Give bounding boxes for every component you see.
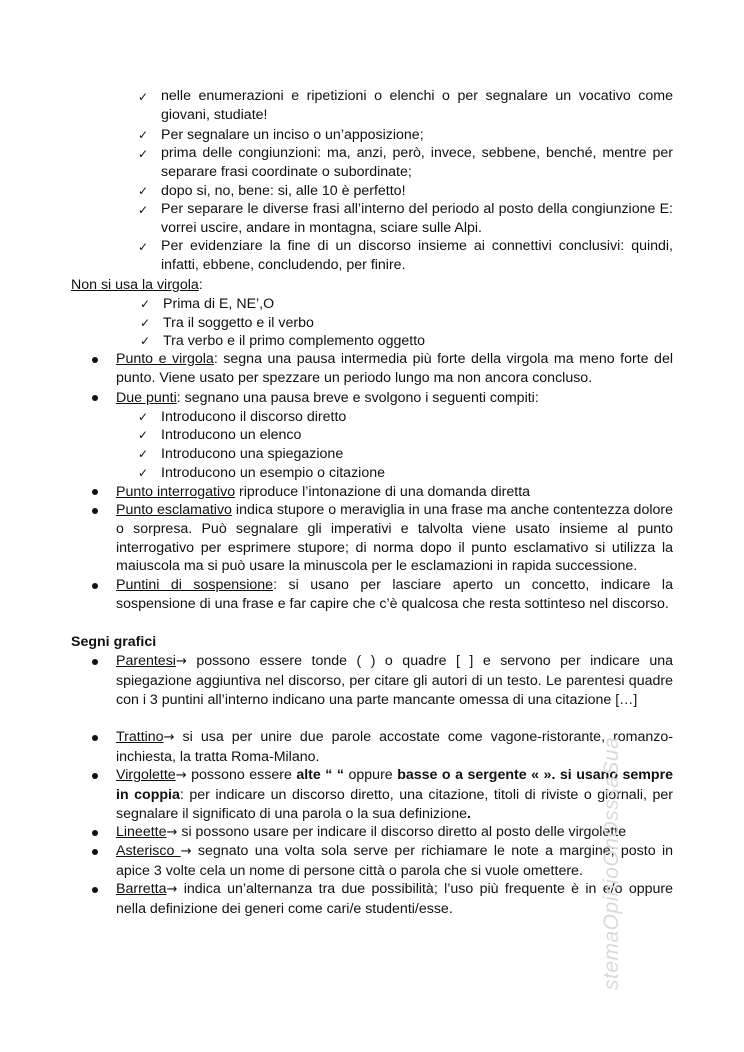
- definition: riproduce l’intonazione di una domanda diretta: [235, 484, 531, 500]
- list-item: Prima di E, NE’,O: [163, 296, 275, 312]
- list-item: Introducono il discorso diretto: [161, 409, 347, 425]
- definition: si usa per unire due parole accostate come vagone-ristorante, romanzo-inchiesta, la tratta Roma-Milano.: [116, 729, 673, 765]
- definition: : segna una pausa intermedia più forte della virgola ma meno forte del punto. Viene usato per spezzare un periodo lungo ma non ancora concluso.: [116, 351, 673, 386]
- check-icon: ✓: [138, 410, 149, 424]
- list-item: [116, 728, 673, 767]
- emphasis: alte “ “: [296, 767, 344, 783]
- check-icon: ✓: [140, 316, 151, 330]
- term: Virgolette: [116, 767, 176, 783]
- list-item: [116, 389, 539, 407]
- definition: indica un’alternanza tra due possibilità; l’uso più frequente è in e/o oppure nella definizione dei generi come cari/e studenti/esse.: [116, 881, 673, 917]
- definition: indica stupore o meraviglia in una frase ma anche contentezza dolore o sorpresa. Può segnalare gli imperativi e talvolta viene usato insieme al punto interrogativo per esprimere stupore; di norma dopo il punto esclamativo si utilizza la maiuscola ma si può usare la minuscola per le esclamazioni in rapida successione.: [116, 502, 673, 575]
- list-item: [116, 880, 673, 919]
- definition: : si usano per lasciare aperto un concetto, indicare la sospensione di una frase e far capire che c’è qualcosa che resta sottinteso nel discorso.: [116, 577, 673, 612]
- check-icon: ✓: [138, 466, 149, 480]
- emphasis: basse o a sergente « ». si usano sempre in coppia: [116, 767, 673, 803]
- bullet-icon: [92, 508, 98, 514]
- list-item: [116, 652, 673, 709]
- list-item: [116, 483, 530, 501]
- definition: possono essere: [186, 767, 297, 783]
- definition: si possono usare per indicare il discorso diretto al posto delle virgolette: [177, 824, 627, 840]
- bullet-icon: [92, 735, 98, 741]
- term: Lineette: [116, 824, 167, 840]
- heading-suffix: :: [198, 277, 203, 293]
- bullet-icon: [92, 395, 98, 401]
- section-heading: [71, 276, 203, 294]
- heading-text: Non si usa la virgola: [71, 277, 199, 293]
- check-icon: ✓: [138, 240, 149, 254]
- list-item: Tra il soggetto e il verbo: [163, 315, 314, 331]
- list-item: [116, 823, 626, 842]
- arrow-icon: →: [180, 844, 192, 859]
- arrow-icon: →: [163, 730, 175, 745]
- check-icon: ✓: [138, 428, 149, 442]
- term: Barretta: [116, 881, 167, 897]
- check-icon: ✓: [138, 203, 149, 217]
- check-icon: ✓: [138, 147, 149, 161]
- bullet-icon: [92, 773, 98, 779]
- term: Trattino: [116, 729, 164, 745]
- list-item: Per evidenziare la fine di un discorso insieme ai connettivi conclusivi: quindi, infatti, ebbene, concludendo, per finire.: [161, 238, 673, 273]
- definition: : segnano una pausa breve e svolgono i seguenti compiti:: [176, 390, 539, 406]
- term: Punto e virgola: [116, 351, 214, 367]
- arrow-icon: →: [166, 825, 178, 840]
- emphasis: .: [466, 805, 471, 822]
- definition: : per indicare un discorso diretto, una citazione, titoli di riviste o giornali, per segnalare il significato di una parola o la sua definizione: [116, 786, 673, 822]
- check-icon: ✓: [140, 297, 151, 311]
- list-item: dopo si, no, bene: si, alle 10 è perfetto!: [161, 183, 406, 199]
- term: Punto esclamativo: [116, 502, 232, 518]
- arrow-icon: →: [175, 654, 187, 669]
- list-item: Introducono una spiegazione: [161, 446, 344, 462]
- arrow-icon: →: [175, 768, 187, 783]
- list-item: [116, 501, 673, 576]
- definition: oppure: [344, 767, 398, 783]
- arrow-icon: →: [166, 882, 178, 897]
- check-icon: ✓: [140, 334, 151, 348]
- definition: possono essere tonde ( ) o quadre [ ] e servono per indicare una spiegazione aggiuntiva nel discorso, per citare gli autori di un testo. Le parentesi quadre con i 3 puntini all’interno indicano una parte mancante omessa di una citazione […]: [116, 653, 673, 708]
- list-item: Tra verbo e il primo complemento oggetto: [163, 333, 426, 349]
- check-icon: ✓: [138, 90, 149, 104]
- section-heading: Segni grafici: [71, 634, 157, 650]
- bullet-icon: [92, 583, 98, 589]
- bullet-icon: [92, 659, 98, 665]
- term: Parentesi: [116, 653, 176, 669]
- bullet-icon: [92, 489, 98, 495]
- watermark: stemaOpinioOnOsssaSua: [600, 736, 623, 990]
- list-item: nelle enumerazioni e ripetizioni o elenchi o per segnalare un vocativo come giovani, studiate!: [161, 88, 673, 123]
- list-item: prima delle congiunzioni: ma, anzi, però, invece, sebbene, benché, mentre per separare frasi coordinate o subordinate;: [161, 145, 673, 180]
- bullet-icon: [92, 849, 98, 855]
- definition: segnato una volta sola serve per richiamare le note a margine; posto in apice 3 volte cela un nome di persone città o parola che si vuole omettere.: [116, 843, 673, 879]
- check-icon: ✓: [138, 447, 149, 461]
- term: Puntini di sospensione: [116, 577, 274, 593]
- check-icon: ✓: [138, 128, 149, 142]
- bullet-icon: [92, 357, 98, 363]
- list-item: Introducono un esempio o citazione: [161, 465, 385, 481]
- list-item: Per segnalare un inciso o un’apposizione;: [161, 127, 424, 143]
- list-item: [116, 766, 673, 823]
- list-item: [116, 842, 673, 881]
- list-item: [116, 350, 673, 388]
- term: Due punti: [116, 390, 177, 406]
- list-item: Introducono un elenco: [161, 427, 302, 443]
- check-icon: ✓: [138, 184, 149, 198]
- bullet-icon: [92, 887, 98, 893]
- term: Punto interrogativo: [116, 484, 236, 500]
- list-item: [116, 576, 673, 614]
- bullet-icon: [92, 830, 98, 836]
- term: Asterisco: [116, 843, 181, 859]
- list-item: Per separare le diverse frasi all’interno del periodo al posto della congiunzione E: vorrei uscire, andare in montagna, sciare sulle Alpi.: [161, 201, 673, 236]
